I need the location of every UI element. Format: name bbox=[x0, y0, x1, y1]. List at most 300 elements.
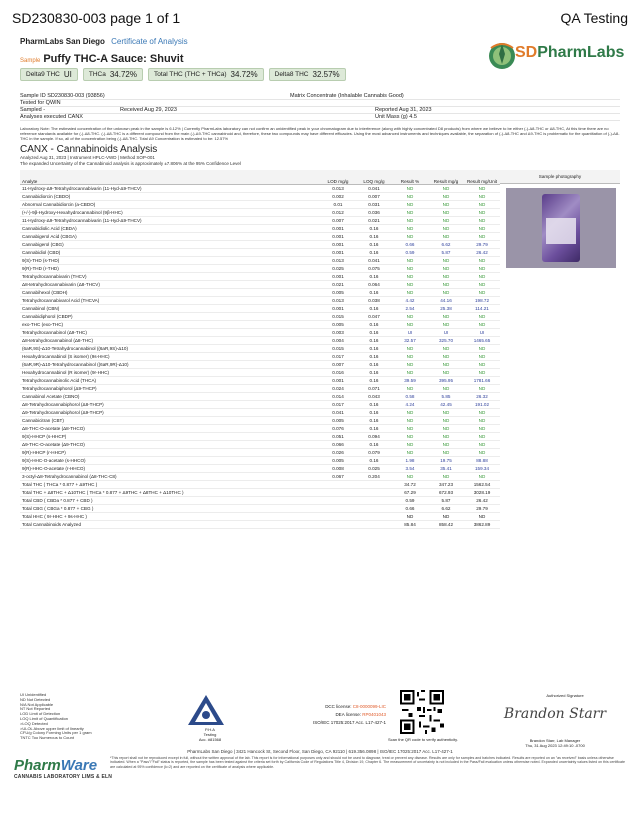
total-value: 3028.19 bbox=[464, 488, 500, 496]
table-row bbox=[20, 232, 500, 240]
result-cell: 0.16 bbox=[356, 344, 392, 352]
table-row bbox=[20, 368, 500, 376]
result-cell: ND bbox=[464, 408, 500, 416]
result-cell: 0.001 bbox=[320, 272, 356, 280]
analyte-name: Tetrahydrocannabivarin (THCV) bbox=[20, 272, 320, 280]
sample-photo-header: Sample photography bbox=[500, 170, 620, 184]
result-cell: 0.017 bbox=[320, 352, 356, 360]
result-cell: ND bbox=[464, 416, 500, 424]
result-cell: 0.012 bbox=[320, 208, 356, 216]
result-cell: 4.42 bbox=[392, 296, 428, 304]
table-row bbox=[20, 360, 500, 368]
result-cell: UI bbox=[428, 328, 464, 336]
result-cell: 32.57 bbox=[392, 336, 428, 344]
result-cell: 44.16 bbox=[428, 296, 464, 304]
total-value: 858.42 bbox=[428, 520, 464, 528]
result-cell: 26.42 bbox=[464, 248, 500, 256]
result-cell: 0.005 bbox=[320, 288, 356, 296]
table-row bbox=[20, 352, 500, 360]
result-cell: ND bbox=[392, 472, 428, 480]
result-cell: 0.013 bbox=[320, 184, 356, 192]
abbreviation-legend bbox=[20, 693, 92, 741]
result-cell: 114.21 bbox=[464, 304, 500, 312]
pharmware-tagline: CANNABIS LABORATORY LIMS & ELN bbox=[14, 774, 113, 780]
result-cell: 0.007 bbox=[320, 216, 356, 224]
result-cell: ND bbox=[428, 384, 464, 392]
result-cell: 0.16 bbox=[356, 440, 392, 448]
result-cell: ND bbox=[392, 344, 428, 352]
total-row bbox=[20, 488, 500, 496]
result-cell: 325.70 bbox=[428, 336, 464, 344]
result-cell: 0.075 bbox=[356, 264, 392, 272]
analyte-name: 9(S)-HHCP (s-HHCP) bbox=[20, 432, 320, 440]
canx-analyzed: Analyzed Aug 31, 2023 | Instrument HPLC-VWD | Method SOP-001 bbox=[20, 155, 155, 160]
sample-photo bbox=[506, 188, 616, 268]
result-cell: 19.75 bbox=[428, 456, 464, 464]
result-cell: 0.076 bbox=[320, 424, 356, 432]
table-row bbox=[20, 416, 500, 424]
result-cell: 0.047 bbox=[356, 312, 392, 320]
analyte-name: Δ9-THC-O-acetate (Δ9-THCO) bbox=[20, 440, 320, 448]
sample-name: Puffy THC-A Sauce: Shuvit bbox=[43, 53, 184, 65]
qr-code-icon[interactable] bbox=[400, 690, 444, 734]
result-cell: ND bbox=[464, 192, 500, 200]
badge-delta8: Delta8 THC 32.57% bbox=[269, 68, 346, 81]
tested-for: Tested for QWIN bbox=[20, 100, 61, 106]
result-cell: 0.003 bbox=[320, 328, 356, 336]
col-analyte: Analyte bbox=[20, 170, 320, 184]
result-cell: 0.66 bbox=[392, 240, 428, 248]
result-cell: 0.002 bbox=[320, 192, 356, 200]
result-cell: 0.16 bbox=[356, 408, 392, 416]
matrix: Matrix Concentrate (Inhalable Cannabis Good) bbox=[290, 93, 404, 99]
table-row bbox=[20, 256, 500, 264]
result-cell: ND bbox=[464, 216, 500, 224]
analyte-name: Cannabicitran (CBT) bbox=[20, 416, 320, 424]
dea-license: RP0401043 bbox=[362, 712, 386, 717]
table-row bbox=[20, 336, 500, 344]
result-cell: 42.45 bbox=[428, 400, 464, 408]
result-cell: ND bbox=[464, 272, 500, 280]
result-cell: 0.16 bbox=[356, 360, 392, 368]
analyte-name: Abnormal Cannabidiorcin (a-CBDO) bbox=[20, 200, 320, 208]
result-cell: ND bbox=[428, 200, 464, 208]
analyte-name: Δ8-tetrahydrocannabinol (Δ8-THC) bbox=[20, 336, 320, 344]
result-cell: 0.001 bbox=[320, 232, 356, 240]
col-lod: LOD mg/g bbox=[320, 170, 356, 184]
result-cell: ND bbox=[392, 272, 428, 280]
total-value: ND bbox=[464, 512, 500, 520]
result-cell: ND bbox=[464, 312, 500, 320]
canx-subtitle bbox=[20, 155, 241, 167]
result-cell: ND bbox=[464, 360, 500, 368]
table-row bbox=[20, 320, 500, 328]
result-cell: 0.015 bbox=[320, 344, 356, 352]
result-cell: ND bbox=[428, 440, 464, 448]
dcc-license: C8-0000099-LIC bbox=[352, 704, 386, 709]
table-row bbox=[20, 304, 500, 312]
total-value: 0.59 bbox=[392, 496, 428, 504]
result-cell: ND bbox=[464, 368, 500, 376]
table-row bbox=[20, 456, 500, 464]
result-cell: ND bbox=[464, 264, 500, 272]
table-row bbox=[20, 240, 500, 248]
result-cell: 0.16 bbox=[356, 376, 392, 384]
result-cell: ND bbox=[392, 352, 428, 360]
coa-label: Certificate of Analysis bbox=[111, 37, 188, 46]
license-info: DCC license: C8-0000099-LIC DEA license: RP0401043 ISO/IEC 17025:2017 Acc. L17-427-1 bbox=[276, 703, 386, 727]
total-row bbox=[20, 480, 500, 488]
analyte-name: 9(R)-HHCP (r-HHCP) bbox=[20, 448, 320, 456]
result-cell: ND bbox=[428, 344, 464, 352]
legend-item: N/A Not Applicable bbox=[20, 701, 54, 707]
cannabinoid-table bbox=[20, 170, 500, 529]
total-row bbox=[20, 520, 500, 528]
result-cell: UI bbox=[392, 328, 428, 336]
result-cell: ND bbox=[392, 320, 428, 328]
total-label: Total THC ( THCa * 0.877 + Δ9THC ) bbox=[20, 480, 392, 488]
result-cell: 0.013 bbox=[320, 256, 356, 264]
analyte-name: exo-THC (exo-THC) bbox=[20, 320, 320, 328]
sample-prefix: Sample bbox=[20, 58, 41, 64]
legend-item: >ULOL Above upper limit of linearity bbox=[20, 725, 84, 731]
analyte-name: Cannabidiol (CBD) bbox=[20, 248, 320, 256]
result-cell: ND bbox=[392, 416, 428, 424]
total-value: 672.93 bbox=[428, 488, 464, 496]
result-cell: ND bbox=[428, 288, 464, 296]
result-cell: 0.16 bbox=[356, 232, 392, 240]
result-cell: 0.01 bbox=[320, 200, 356, 208]
total-value: 29.79 bbox=[464, 504, 500, 512]
result-cell: ND bbox=[392, 440, 428, 448]
sampled: Sampled - bbox=[20, 107, 46, 113]
analyte-name: (6aR,9R)-Δ10-Tetrahydrocannabinol ((6aR,9R)-Δ10) bbox=[20, 360, 320, 368]
result-cell: 5.87 bbox=[428, 248, 464, 256]
reported: Reported Aug 31, 2023 bbox=[375, 107, 432, 113]
result-cell: ND bbox=[392, 232, 428, 240]
result-cell: 0.16 bbox=[356, 320, 392, 328]
result-cell: 0.064 bbox=[356, 280, 392, 288]
table-row bbox=[20, 280, 500, 288]
result-cell: ND bbox=[392, 432, 428, 440]
table-row bbox=[20, 312, 500, 320]
result-cell: ND bbox=[464, 424, 500, 432]
analyte-name: 11-Hydroxy-Δ9-Tetrahydrocannabivarin (11-Hyd-Δ9-THCV) bbox=[20, 216, 320, 224]
analyte-name: Δ8-THC-O-acetate (Δ8-THCO) bbox=[20, 424, 320, 432]
analyte-name: (6aR,9S)-Δ10-Tetrahydrocannabinol ((6aR,9S)-Δ10) bbox=[20, 344, 320, 352]
result-cell: ND bbox=[428, 192, 464, 200]
iso-accreditation: ISO/IEC 17025:2017 Acc. L17-427-1 bbox=[312, 720, 386, 725]
legend-item: >LOQ Detected bbox=[20, 720, 48, 726]
result-cell: ND bbox=[392, 448, 428, 456]
result-cell: 0.204 bbox=[356, 472, 392, 480]
total-value: 34.72 bbox=[392, 480, 428, 488]
result-cell: 35.41 bbox=[428, 464, 464, 472]
badge-delta9: Delta9 THC UI bbox=[20, 68, 78, 81]
received: Received Aug 29, 2023 bbox=[120, 107, 177, 113]
result-cell: ND bbox=[464, 448, 500, 456]
total-value: 347.23 bbox=[428, 480, 464, 488]
potency-badges bbox=[20, 68, 346, 81]
result-cell: 0.16 bbox=[356, 456, 392, 464]
total-row bbox=[20, 512, 500, 520]
table-row bbox=[20, 264, 500, 272]
result-cell: 0.014 bbox=[320, 392, 356, 400]
result-cell: 25.38 bbox=[428, 304, 464, 312]
legend-item: UI Unidentified bbox=[20, 692, 47, 697]
result-cell: 0.051 bbox=[320, 432, 356, 440]
analyte-name: 9(R)-THD (r-THD) bbox=[20, 264, 320, 272]
result-cell: ND bbox=[392, 408, 428, 416]
result-cell: ND bbox=[464, 432, 500, 440]
result-cell: ND bbox=[428, 272, 464, 280]
analyte-name: Tetrahydrocannabivarol Acid (THCVA) bbox=[20, 296, 320, 304]
result-cell: 0.16 bbox=[356, 368, 392, 376]
result-cell: ND bbox=[428, 224, 464, 232]
result-cell: ND bbox=[464, 200, 500, 208]
result-cell: ND bbox=[392, 256, 428, 264]
result-cell: 0.001 bbox=[320, 240, 356, 248]
result-cell: ND bbox=[464, 384, 500, 392]
analyte-name: Cannabigerol Acid (CBGA) bbox=[20, 232, 320, 240]
result-cell: 1465.65 bbox=[464, 336, 500, 344]
result-cell: ND bbox=[392, 224, 428, 232]
result-cell: 0.001 bbox=[320, 248, 356, 256]
result-cell: ND bbox=[464, 320, 500, 328]
pharmware-logo: PharmWare bbox=[14, 757, 98, 774]
total-row bbox=[20, 496, 500, 504]
result-cell: ND bbox=[428, 184, 464, 192]
result-cell: ND bbox=[464, 184, 500, 192]
signature-heading: Authorized Signature bbox=[546, 693, 584, 698]
table-row bbox=[20, 464, 500, 472]
result-cell: UI bbox=[464, 328, 500, 336]
table-row bbox=[20, 328, 500, 336]
result-cell: 0.021 bbox=[320, 280, 356, 288]
lab-name: PharmLabs San Diego bbox=[20, 37, 105, 46]
result-cell: 6.62 bbox=[428, 240, 464, 248]
result-cell: ND bbox=[464, 344, 500, 352]
result-cell: 0.007 bbox=[356, 192, 392, 200]
result-cell: 5.85 bbox=[428, 392, 464, 400]
result-cell: 0.026 bbox=[320, 448, 356, 456]
analyte-name: 3-octyl-Δ8-Tetrahydrocannabinol (Δ8-THC-C8) bbox=[20, 472, 320, 480]
result-cell: 26.32 bbox=[464, 392, 500, 400]
result-cell: 0.024 bbox=[320, 384, 356, 392]
result-cell: ND bbox=[464, 224, 500, 232]
result-cell: 0.013 bbox=[320, 296, 356, 304]
result-cell: ND bbox=[392, 424, 428, 432]
result-cell: 0.043 bbox=[356, 392, 392, 400]
table-row bbox=[20, 408, 500, 416]
result-cell: 88.88 bbox=[464, 456, 500, 464]
table-row bbox=[20, 400, 500, 408]
document-id: SD230830-003 page 1 of 1 bbox=[12, 10, 181, 26]
result-cell: 0.16 bbox=[356, 416, 392, 424]
table-row bbox=[20, 224, 500, 232]
result-cell: 39.59 bbox=[392, 376, 428, 384]
table-row bbox=[20, 184, 500, 192]
result-cell: 0.021 bbox=[356, 216, 392, 224]
result-cell: ND bbox=[392, 288, 428, 296]
result-cell: 0.005 bbox=[320, 456, 356, 464]
legend-item: TNTC Too Numerous to Count bbox=[20, 735, 74, 741]
result-cell: 191.02 bbox=[464, 400, 500, 408]
result-cell: ND bbox=[428, 408, 464, 416]
result-cell: 0.041 bbox=[320, 408, 356, 416]
result-cell: 0.59 bbox=[392, 248, 428, 256]
result-cell: 0.16 bbox=[356, 224, 392, 232]
analyte-name: Cannabidiolic Acid (CBDA) bbox=[20, 224, 320, 232]
result-cell: 0.094 bbox=[356, 432, 392, 440]
total-value: 85.84 bbox=[392, 520, 428, 528]
table-row bbox=[20, 200, 500, 208]
result-cell: ND bbox=[392, 280, 428, 288]
footer-disclaimer: *This report shall not be reproduced except in full, without the written approval of the lab. This report is for informational purposes only and should not be used to diagnose, treat or prevent any disease. Results are only for samples and batches indicated. Results are reported on an "as received" basis unless otherwise indicated. When a "Pass"/"Fail" status is reported, the sample has been tested against the criteria set forth by California Code of Regulations Title 4, Division 19, Chapter 6. The measurement of uncertainty is not included in the Pass/Fail evaluation unless otherwise noted. Expanded uncertainty values listed on this certificate are calculated at 95% confidence (k=2) and are reported on the certificate of analysis where applicable. bbox=[110, 756, 626, 769]
result-cell: 0.031 bbox=[356, 200, 392, 208]
result-cell: ND bbox=[392, 184, 428, 192]
legend-item: NT Not Reported bbox=[20, 706, 51, 712]
analyte-name: Hexahydrocannabinol (S isomer) (9s-HHC) bbox=[20, 352, 320, 360]
canx-uncertainty: The expanded Uncertainty of the Cannabinoid analysis is approximately ±7.806% at the 95% Confidence Level bbox=[20, 161, 241, 166]
result-cell: ND bbox=[428, 264, 464, 272]
result-cell: ND bbox=[464, 352, 500, 360]
result-cell: ND bbox=[392, 360, 428, 368]
result-cell: ND bbox=[428, 256, 464, 264]
laboratory-note: Laboratory Note: The estimated concentration of the unknown peak in the sample is 6.12% | Currently PharmLabs laboratory can not confirm an unidentified peak in your chromatogram due to interference (along with highly concentrated D8 products) from where we believe to be either (-)-Δ8-THC or Δ8-THC, At this time there are no reference standards available for (-)-Δ8-THC. (-)-Δ8-THC is a different compound from the main (-)-Δ9-THC cannabinoid and, therefore, these two compounds may have different efficacies. Using the most advanced instruments and techniques available, the separation of (-)-Δ8-THC and Δ9-THC is problematic for the quantitation of (-)-Δ8-THC in the sample. If so, all of the concentration being (-)-Δ8-THC. Total Δ9 Concentration is estimated to be: 12.57% bbox=[20, 126, 620, 141]
qa-testing-label: QA Testing bbox=[560, 10, 628, 26]
result-cell: ND bbox=[392, 264, 428, 272]
table-row bbox=[20, 216, 500, 224]
result-cell: 0.016 bbox=[320, 368, 356, 376]
result-cell: 0.16 bbox=[356, 352, 392, 360]
table-row bbox=[20, 432, 500, 440]
result-cell: 198.72 bbox=[464, 296, 500, 304]
analyte-name: 9(S)-HHC-O-acetate (s-HHCO) bbox=[20, 456, 320, 464]
total-value: ND bbox=[392, 512, 428, 520]
result-cell: 0.16 bbox=[356, 400, 392, 408]
sample-id: Sample ID SD230830-003 (93856) bbox=[20, 93, 105, 99]
total-label: Total CBG ( CBGa * 0.877 + CBG ) bbox=[20, 504, 392, 512]
pha-text: P.H.A Testing Acc. #81568 bbox=[198, 727, 222, 742]
result-cell: 0.036 bbox=[356, 208, 392, 216]
result-cell: ND bbox=[464, 232, 500, 240]
result-cell: 0.007 bbox=[320, 360, 356, 368]
result-cell: 0.16 bbox=[356, 288, 392, 296]
result-cell: 0.16 bbox=[356, 336, 392, 344]
result-cell: 0.041 bbox=[356, 184, 392, 192]
col-result-mgunit: Result mg/Unit bbox=[464, 170, 500, 184]
table-row bbox=[20, 472, 500, 480]
result-cell: 159.34 bbox=[464, 464, 500, 472]
table-row bbox=[20, 376, 500, 384]
analyte-name: Cannabidiphorol (CBDP) bbox=[20, 312, 320, 320]
jar-label bbox=[546, 218, 576, 244]
analyte-name: Tetrahydrocannabiphorol (Δ9-THCP) bbox=[20, 384, 320, 392]
result-cell: ND bbox=[428, 432, 464, 440]
analyte-name: Hexahydrocannabinol (R isomer) (9r-HHC) bbox=[20, 368, 320, 376]
analyte-name: Cannabihexol (CBDH) bbox=[20, 288, 320, 296]
total-value: 5.87 bbox=[428, 496, 464, 504]
handwritten-signature: Brandon Starr bbox=[503, 706, 607, 722]
result-cell: 0.005 bbox=[320, 416, 356, 424]
badge-total-thc: Total THC (THC + THCa) 34.72% bbox=[148, 68, 264, 81]
table-row bbox=[20, 192, 500, 200]
table-row bbox=[20, 296, 500, 304]
total-label: Total Cannabinoids Analyzed bbox=[20, 520, 392, 528]
analyte-name: Cannabinol Acetate (CBNO) bbox=[20, 392, 320, 400]
table-row bbox=[20, 448, 500, 456]
unit-mass: Unit Mass (g) 4.5 bbox=[375, 114, 417, 120]
result-cell: ND bbox=[428, 424, 464, 432]
result-cell: ND bbox=[392, 384, 428, 392]
total-label: Total CBD ( CBDa * 0.877 + CBD ) bbox=[20, 496, 392, 504]
result-cell: ND bbox=[428, 416, 464, 424]
lab-line bbox=[20, 37, 188, 46]
result-cell: 0.067 bbox=[320, 472, 356, 480]
result-cell: 0.066 bbox=[320, 440, 356, 448]
result-cell: ND bbox=[464, 288, 500, 296]
result-cell: ND bbox=[464, 256, 500, 264]
analyte-name: 9(R)-HHC-O-acetate (r-HHCO) bbox=[20, 464, 320, 472]
result-cell: 395.95 bbox=[428, 376, 464, 384]
analyte-name: Cannabigerol (CBG) bbox=[20, 240, 320, 248]
analyte-name: Tetrahydrocannabinolic Acid (THCA) bbox=[20, 376, 320, 384]
table-row bbox=[20, 384, 500, 392]
sample-info bbox=[20, 93, 620, 121]
total-value: ND bbox=[428, 512, 464, 520]
analyte-name: Δ9-Tetrahydrocannabiphorol (Δ9-THCP) bbox=[20, 408, 320, 416]
total-value: 0.66 bbox=[392, 504, 428, 512]
col-result-mgg: Result mg/g bbox=[428, 170, 464, 184]
analyte-name: 9(S)-THD (s-THD) bbox=[20, 256, 320, 264]
result-cell: 0.001 bbox=[320, 304, 356, 312]
analyte-name: Cannabidiorcin (CBDO) bbox=[20, 192, 320, 200]
result-cell: 29.79 bbox=[464, 240, 500, 248]
analyte-name: (+/-)-9β-Hydroxy-Hexahydrocannabinol (9β-HHC) bbox=[20, 208, 320, 216]
table-row bbox=[20, 248, 500, 256]
result-cell: ND bbox=[428, 208, 464, 216]
result-cell: 0.017 bbox=[320, 400, 356, 408]
total-value: 67.29 bbox=[392, 488, 428, 496]
result-cell: ND bbox=[392, 216, 428, 224]
table-header-row bbox=[20, 170, 500, 184]
result-cell: ND bbox=[428, 320, 464, 328]
result-cell: 0.16 bbox=[356, 328, 392, 336]
result-cell: 0.16 bbox=[356, 272, 392, 280]
result-cell: 0.001 bbox=[320, 224, 356, 232]
result-cell: ND bbox=[392, 192, 428, 200]
result-cell: 0.025 bbox=[320, 264, 356, 272]
result-cell: ND bbox=[428, 232, 464, 240]
col-result-pct: Result % bbox=[392, 170, 428, 184]
result-cell: 4.24 bbox=[392, 400, 428, 408]
result-cell: 2.54 bbox=[392, 304, 428, 312]
qr-caption: Scan the QR code to verify authenticity. bbox=[388, 737, 458, 742]
result-cell: 0.071 bbox=[356, 384, 392, 392]
canx-title: CANX - Cannabinoids Analysis bbox=[20, 144, 158, 155]
table-row bbox=[20, 440, 500, 448]
result-cell: 0.004 bbox=[320, 336, 356, 344]
table-row bbox=[20, 344, 500, 352]
footer-address: PharmLabs San Diego | 3421 Hancock St, Second Floor, San Diego, CA 92110 | 619.356.0898 | ISO/IEC 17025:2017 Acc. L17-427-1 bbox=[187, 749, 453, 754]
result-cell: ND bbox=[428, 352, 464, 360]
total-label: Total THC + Δ8THC + Δ10THC ( THCa * 0.877 + Δ9THC + Δ8THC + Δ10THC ) bbox=[20, 488, 392, 496]
result-cell: 3.54 bbox=[392, 464, 428, 472]
result-cell: ND bbox=[392, 208, 428, 216]
col-loq: LOQ mg/g bbox=[356, 170, 392, 184]
total-value: 6.62 bbox=[428, 504, 464, 512]
